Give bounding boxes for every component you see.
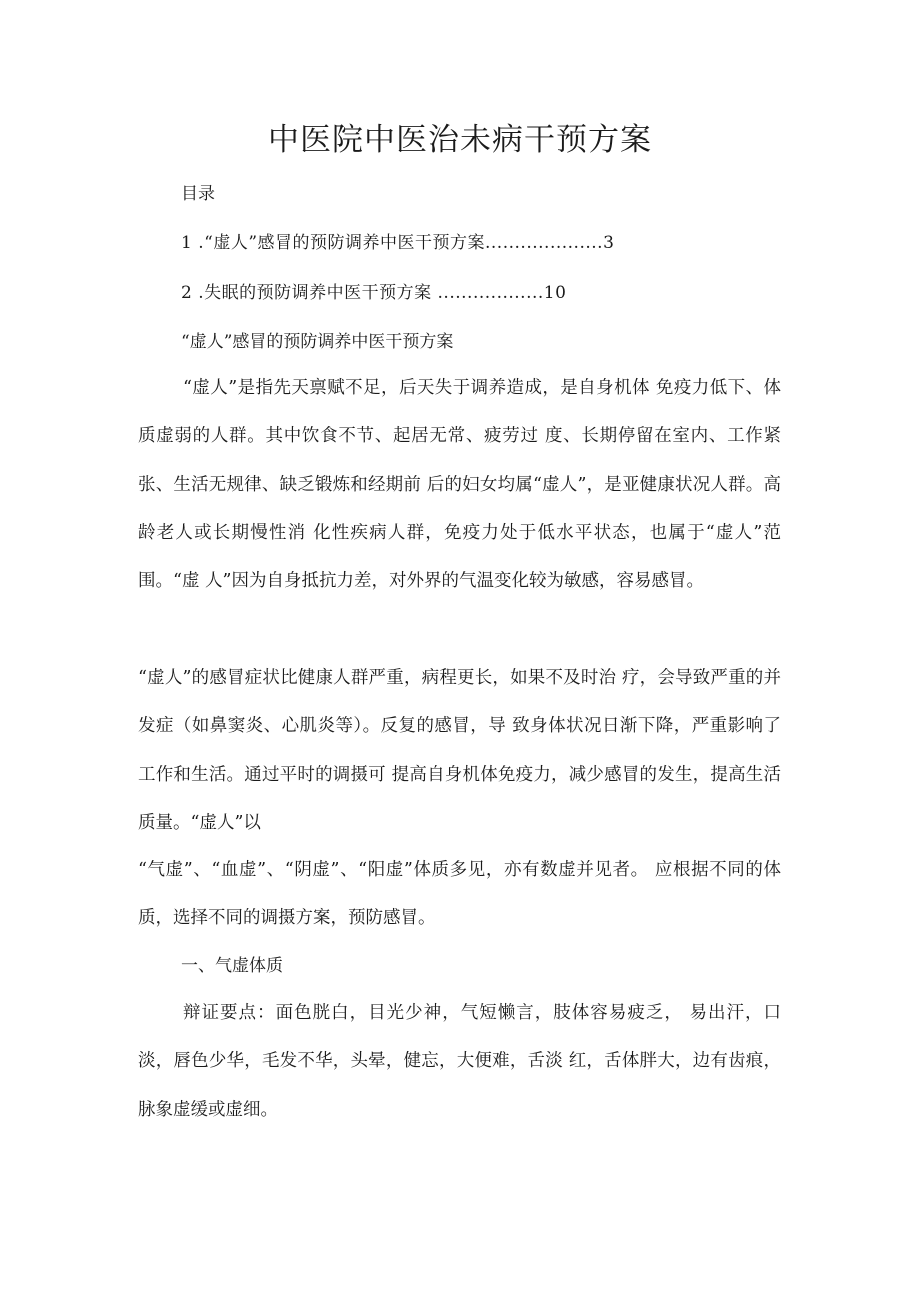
toc-item-1[interactable]: 1 .“虚人”感冒的预防调养中医干预方案....................3 <box>181 233 615 253</box>
paragraph-2: “虚人”的感冒症状比健康人群严重，病程更长，如果不及时治 疗，会导致严重的并发症（如鼻窦炎、心肌炎等）。反复的感冒，导 致身体状况日渐下降，严重影响了工作和生活。通过平时的调摄可 提高自身机体免疫力，减少感冒的发生，提高生活质量。“虚人”以 <box>138 668 781 833</box>
subsection-paragraph: 辩证要点：面色胱白，目光少神，气短懒言，肢体容易疲乏， 易出汗，口淡，唇色少华，毛发不华，头晕，健忘，大便难，舌淡 红，舌体胖大，边有齿痕，脉象虚缓或虚细。 <box>138 1003 781 1120</box>
paragraph-1: “虚人”是指先天禀赋不足，后天失于调养造成，是自身机体 免疫力低下、体质虚弱的人群。其中饮食不节、起居无常、疲劳过 度、长期停留在室内、工作紧张、生活无规律、缺乏锻炼和经期前 后的妇女均属“虚人”，是亚健康状况人群。高龄老人或长期慢性消 化性疾病人群，免疫力处于低水平状态，也属于“虚人”范围。“虚 人”因为自身抵抗力差，对外界的气温变化较为敏感，容易感冒。 <box>138 378 781 592</box>
toc-heading: 目录 <box>181 184 215 204</box>
toc-item-2[interactable]: 2 .失眠的预防调养中医干预方案 ..................10 <box>181 283 567 303</box>
subsection-heading: 一、气虚体质 <box>181 956 283 976</box>
paragraph-3: “气虚”、“血虚”、“阴虚”、“阳虚”体质多见，亦有数虚并见者。 应根据不同的体质，选择不同的调摄方案，预防感冒。 <box>138 860 781 929</box>
document-title: 中医院中医治未病干预方案 <box>268 122 652 158</box>
section-heading: “虚人”感冒的预防调养中医干预方案 <box>181 332 454 352</box>
